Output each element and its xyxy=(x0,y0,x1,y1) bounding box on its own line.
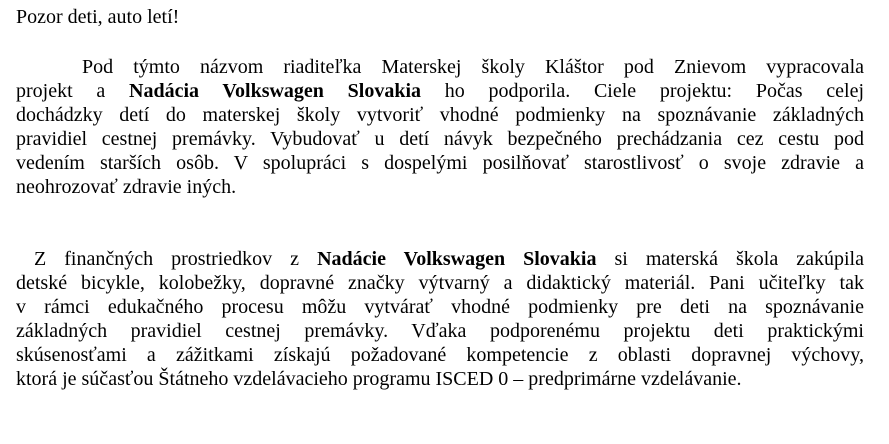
foundation-name: Nadácia Volkswagen Slovakia xyxy=(129,80,422,102)
text-line: v rámci edukačného procesu môžu vytvárať vhodné podmienky pre deti na spoznávanie xyxy=(16,296,864,318)
text-line: pravidiel cestnej premávky. Vybudovať u detí návyk bezpečného prechádzania cez cestu pod xyxy=(16,128,864,150)
paragraph-project-intro xyxy=(16,55,865,199)
text-line: dochádzky detí do materskej školy vytvoriť vhodné podmienky na spoznávanie základných xyxy=(16,104,864,126)
text-line: vedením starších osôb. V spolupráci s dospelými posilňovať starostlivosť o svoje zdravie a xyxy=(16,152,864,174)
document-title: Pozor deti, auto letí! xyxy=(16,6,180,28)
text-line: projekt a Nadácia Volkswagen Slovakia ho podporila. Ciele projektu: Počas celej xyxy=(16,80,865,102)
text-line: skúsenosťami a zážitkami získajú požadované kompetencie z oblasti dopravnej výchovy, xyxy=(16,344,864,366)
text-line: Z finančných prostriedkov z Nadácie Volkswagen Slovakia si materská škola zakúpila xyxy=(34,248,864,270)
text-line: detské bicykle, kolobežky, dopravné značky výtvarný a didaktický materiál. Pani učiteľky tak xyxy=(16,272,864,294)
text-line: Pod týmto názvom riaditeľka Materskej školy Kláštor pod Znievom vypracovala xyxy=(82,56,864,78)
paragraph-funding-usage xyxy=(16,247,864,391)
text-line: základných pravidiel cestnej premávky. Vďaka podporenému projektu deti praktickými xyxy=(16,320,864,342)
foundation-name: Nadácie Volkswagen Slovakia xyxy=(317,248,597,270)
text-line: ktorá je súčasťou Štátneho vzdelávacieho programu ISCED 0 – predprimárne vzdelávanie. xyxy=(16,368,742,390)
text-line: neohrozovať zdravie iných. xyxy=(16,176,237,198)
